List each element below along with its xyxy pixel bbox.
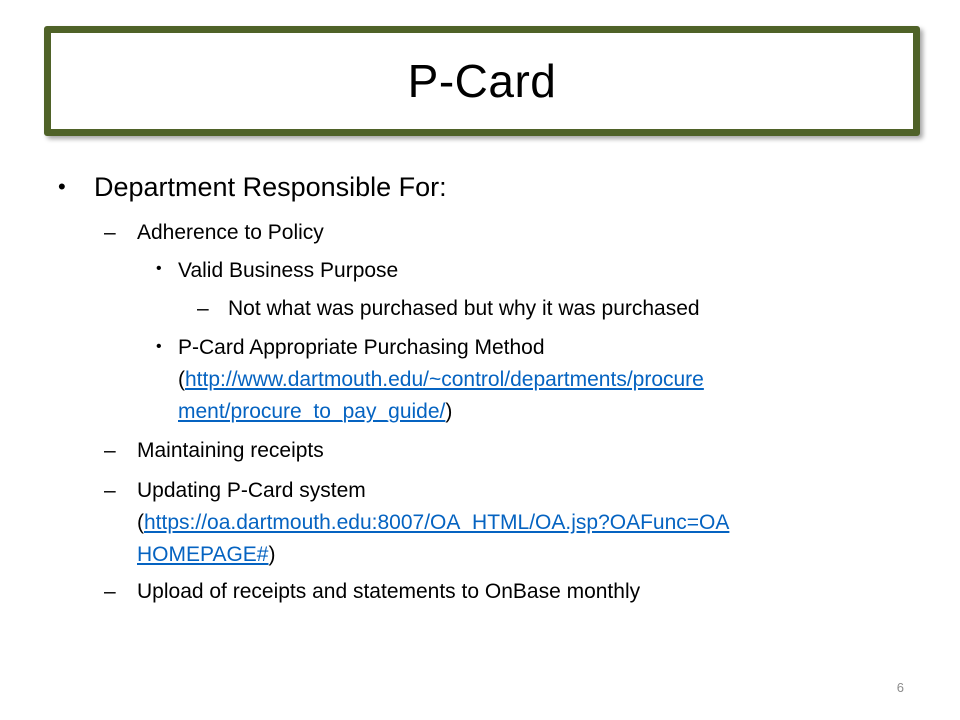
dash-icon: – (104, 439, 116, 462)
procure-to-pay-guide-link[interactable]: http://www.dartmouth.edu/~control/departments/procure (185, 368, 704, 391)
item-purchasing-method: P-Card Appropriate Purchasing Method (178, 336, 545, 359)
item-maintaining-receipts: Maintaining receipts (137, 439, 324, 462)
procure-to-pay-guide-link-cont[interactable]: ment/procure_to_pay_guide/ (178, 400, 446, 423)
bullet-icon: • (156, 260, 162, 277)
item-adherence-to-policy: Adherence to Policy (137, 221, 324, 244)
procure-link-line1-wrapper (178, 368, 704, 392)
bullet-icon: • (156, 338, 162, 355)
oa-link-line2-wrapper (137, 543, 275, 567)
slide-title: P-Card (407, 55, 557, 107)
bullet-icon: • (58, 174, 66, 199)
close-paren: ) (445, 400, 453, 423)
dash-icon: – (104, 479, 116, 502)
item-upload-to-onbase: Upload of receipts and statements to OnBase monthly (137, 580, 641, 603)
dash-icon: – (104, 221, 116, 244)
heading-department-responsible: Department Responsible For: (94, 172, 447, 202)
open-paren: ( (178, 368, 185, 391)
oa-link-line1-wrapper (137, 511, 729, 535)
item-purchase-reason-note: Not what was purchased but why it was purchased (228, 297, 700, 320)
slide-number: 6 (896, 680, 904, 695)
procure-link-line2-wrapper (178, 400, 452, 424)
dash-icon: – (197, 297, 209, 320)
open-paren: ( (137, 511, 144, 534)
item-valid-business-purpose: Valid Business Purpose (178, 259, 399, 282)
oa-homepage-link[interactable]: https://oa.dartmouth.edu:8007/OA_HTML/OA.jsp?OAFunc=OA (144, 511, 730, 534)
oa-homepage-link-cont[interactable]: HOMEPAGE# (137, 543, 269, 566)
close-paren: ) (268, 543, 276, 566)
item-updating-pcard-system: Updating P-Card system (137, 479, 366, 502)
dash-icon: – (104, 580, 116, 603)
